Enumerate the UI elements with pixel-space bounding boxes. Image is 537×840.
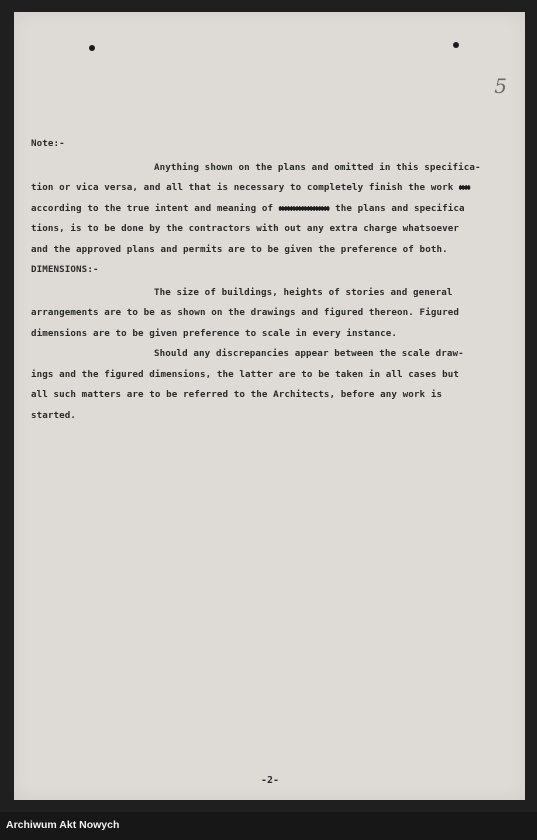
paragraph1-line3-text: according to the true intent and meaning of <box>31 203 279 214</box>
punch-hole-left <box>89 45 95 51</box>
page-number: -2- <box>261 775 280 786</box>
paragraph1-line5: and the approved plans and permits are to be given the preference of both. <box>31 244 448 255</box>
paragraph3-line1: Should any discrepancies appear between the scale draw- <box>154 348 464 359</box>
paragraph2-line2: arrangements are to be as shown on the drawings and figured thereon. Figured <box>31 307 459 318</box>
paragraph1-line4: tions, is to be done by the contractors with out any extra charge whatsoever <box>31 223 459 234</box>
handwritten-page-mark: 5 <box>494 74 507 98</box>
paragraph3-line2: ings and the figured dimensions, the latter are to be taken in all cases but <box>31 369 459 380</box>
note-heading: Note:- <box>31 138 65 149</box>
dimensions-heading: DIMENSIONS:- <box>31 264 99 275</box>
paragraph1-line2 <box>31 183 470 193</box>
paragraph1-line3 <box>31 204 465 214</box>
paragraph3-line4: started. <box>31 410 77 421</box>
paragraph1-line2-text: tion or vica versa, and all that is necessary to completely finish the work <box>31 182 459 193</box>
paragraph2-line3: dimensions are to be given preference to scale in every instance. <box>31 328 398 339</box>
paragraph1-line3-text-end: the plans and specifica <box>329 203 465 214</box>
archive-label: Archiwum Akt Nowych <box>6 819 120 831</box>
paragraph1-line1: Anything shown on the plans and omitted in this specifica- <box>154 162 481 173</box>
struck-text: xx <box>458 182 471 193</box>
archive-footer-bar <box>0 812 537 840</box>
document-page <box>14 12 525 800</box>
punch-hole-right <box>453 42 459 48</box>
paragraph2-line1: The size of buildings, heights of stories and general <box>154 287 453 298</box>
struck-text: xxxxxxxxx <box>278 203 330 214</box>
paragraph3-line3: all such matters are to be referred to the Architects, before any work is <box>31 389 443 400</box>
